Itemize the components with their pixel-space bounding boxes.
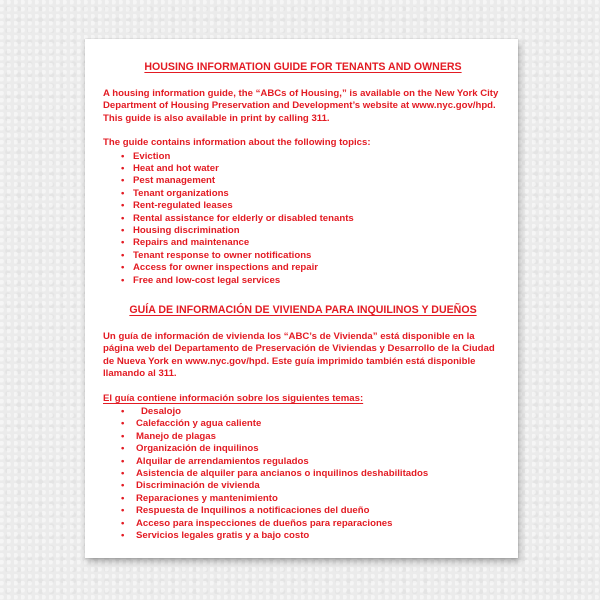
- topic-list-item: [121, 518, 503, 530]
- topic-list-item: [121, 480, 503, 492]
- bullet-icon: •: [121, 150, 125, 162]
- topic-label: Discriminación de vivienda: [136, 480, 260, 492]
- bullet-icon: •: [121, 225, 125, 237]
- topic-list-item: [121, 200, 503, 212]
- topic-label: Calefacción y agua caliente: [136, 418, 262, 430]
- topic-label: Desalojo: [141, 406, 181, 418]
- spanish-topics-list: [103, 406, 503, 542]
- english-topics-list: [103, 151, 503, 287]
- bullet-icon: •: [121, 468, 125, 480]
- bullet-icon: •: [121, 262, 125, 274]
- bullet-icon: •: [121, 418, 125, 430]
- topic-list-item: [121, 225, 503, 237]
- topic-label: Rent-regulated leases: [133, 200, 233, 212]
- bullet-icon: •: [121, 200, 125, 212]
- english-topics-intro: The guide contains information about the following topics:: [103, 137, 371, 149]
- topic-label: Asistencia de alquiler para ancianos o inquilinos deshabilitados: [136, 468, 429, 480]
- bullet-icon: •: [121, 530, 125, 542]
- topic-label: Alquilar de arrendamientos regulados: [136, 455, 309, 467]
- bullet-icon: •: [121, 443, 125, 455]
- spanish-section: [103, 304, 503, 543]
- topic-label: Pest management: [133, 175, 216, 187]
- topic-label: Servicios legales gratis y a bajo costo: [136, 530, 310, 542]
- topic-label: Respuesta de Inquilinos a notificaciones del dueño: [136, 505, 370, 517]
- topic-label: Tenant response to owner notifications: [133, 249, 312, 261]
- topic-list-item: [121, 237, 503, 249]
- bullet-icon: •: [121, 406, 125, 418]
- topic-label: Rental assistance for elderly or disabled tenants: [133, 212, 354, 224]
- topic-label: Eviction: [133, 150, 171, 162]
- bullet-icon: •: [121, 455, 125, 467]
- topic-list-item: [121, 250, 503, 262]
- topic-label: Tenant organizations: [133, 187, 229, 199]
- spanish-topics-intro: El guía contiene información sobre los siguientes temas:: [103, 392, 364, 404]
- topic-list-item: [121, 151, 503, 163]
- topic-list-item: [121, 493, 503, 505]
- topic-label: Organización de inquilinos: [136, 443, 259, 455]
- topic-list-item: [121, 468, 503, 480]
- topic-list-item: [121, 262, 503, 274]
- bullet-icon: •: [121, 249, 125, 261]
- english-paragraph: A housing information guide, the “ABCs of Housing,” is available on the New York City Department of Housing Preservation and Development’s website at www.nyc.gov/hpd. This guide is also available in print by calling 311.: [103, 88, 499, 124]
- bullet-icon: •: [121, 480, 125, 492]
- topic-list-item: [121, 530, 503, 542]
- bullet-icon: •: [121, 492, 125, 504]
- bullet-icon: •: [121, 175, 125, 187]
- bullet-icon: •: [121, 237, 125, 249]
- bullet-icon: •: [121, 517, 125, 529]
- bullet-icon: •: [121, 212, 125, 224]
- english-section: [103, 61, 503, 287]
- bullet-icon: •: [121, 163, 125, 175]
- topic-list-item: [121, 406, 503, 418]
- topic-list-item: [121, 175, 503, 187]
- topic-label: Repairs and maintenance: [133, 237, 250, 249]
- topic-list-item: [121, 505, 503, 517]
- topic-list-item: [121, 431, 503, 443]
- spanish-heading: GUÍA DE INFORMACIÓN DE VIVIENDA PARA INQUILINOS Y DUEÑOS: [129, 304, 477, 316]
- bullet-icon: •: [121, 430, 125, 442]
- topic-label: Manejo de plagas: [136, 430, 216, 442]
- topic-list-item: [121, 275, 503, 287]
- english-heading: HOUSING INFORMATION GUIDE FOR TENANTS AND OWNERS: [144, 61, 462, 73]
- topic-list-item: [121, 456, 503, 468]
- topic-list-item: [121, 443, 503, 455]
- topic-label: Acceso para inspecciones de dueños para reparaciones: [136, 517, 393, 529]
- topic-label: Access for owner inspections and repair: [133, 262, 319, 274]
- topic-label: Heat and hot water: [133, 163, 219, 175]
- bullet-icon: •: [121, 274, 125, 286]
- topic-list-item: [121, 188, 503, 200]
- spanish-paragraph: Un guía de información de vivienda los “ABC’s de Vivienda” está disponible en la página web del Departamento de Preservación de Viviendas y Desarrollo de la Ciudad de Nueva York en www.nyc.gov/hpd. Este guía imprimido también está disponible llamando al 311.: [103, 331, 495, 380]
- topic-list-item: [121, 418, 503, 430]
- bullet-icon: •: [121, 505, 125, 517]
- topic-label: Free and low-cost legal services: [133, 274, 281, 286]
- topic-list-item: [121, 213, 503, 225]
- topic-label: Reparaciones y mantenimiento: [136, 492, 278, 504]
- housing-info-sign: [85, 39, 518, 558]
- bullet-icon: •: [121, 187, 125, 199]
- topic-label: Housing discrimination: [133, 225, 240, 237]
- topic-list-item: [121, 163, 503, 175]
